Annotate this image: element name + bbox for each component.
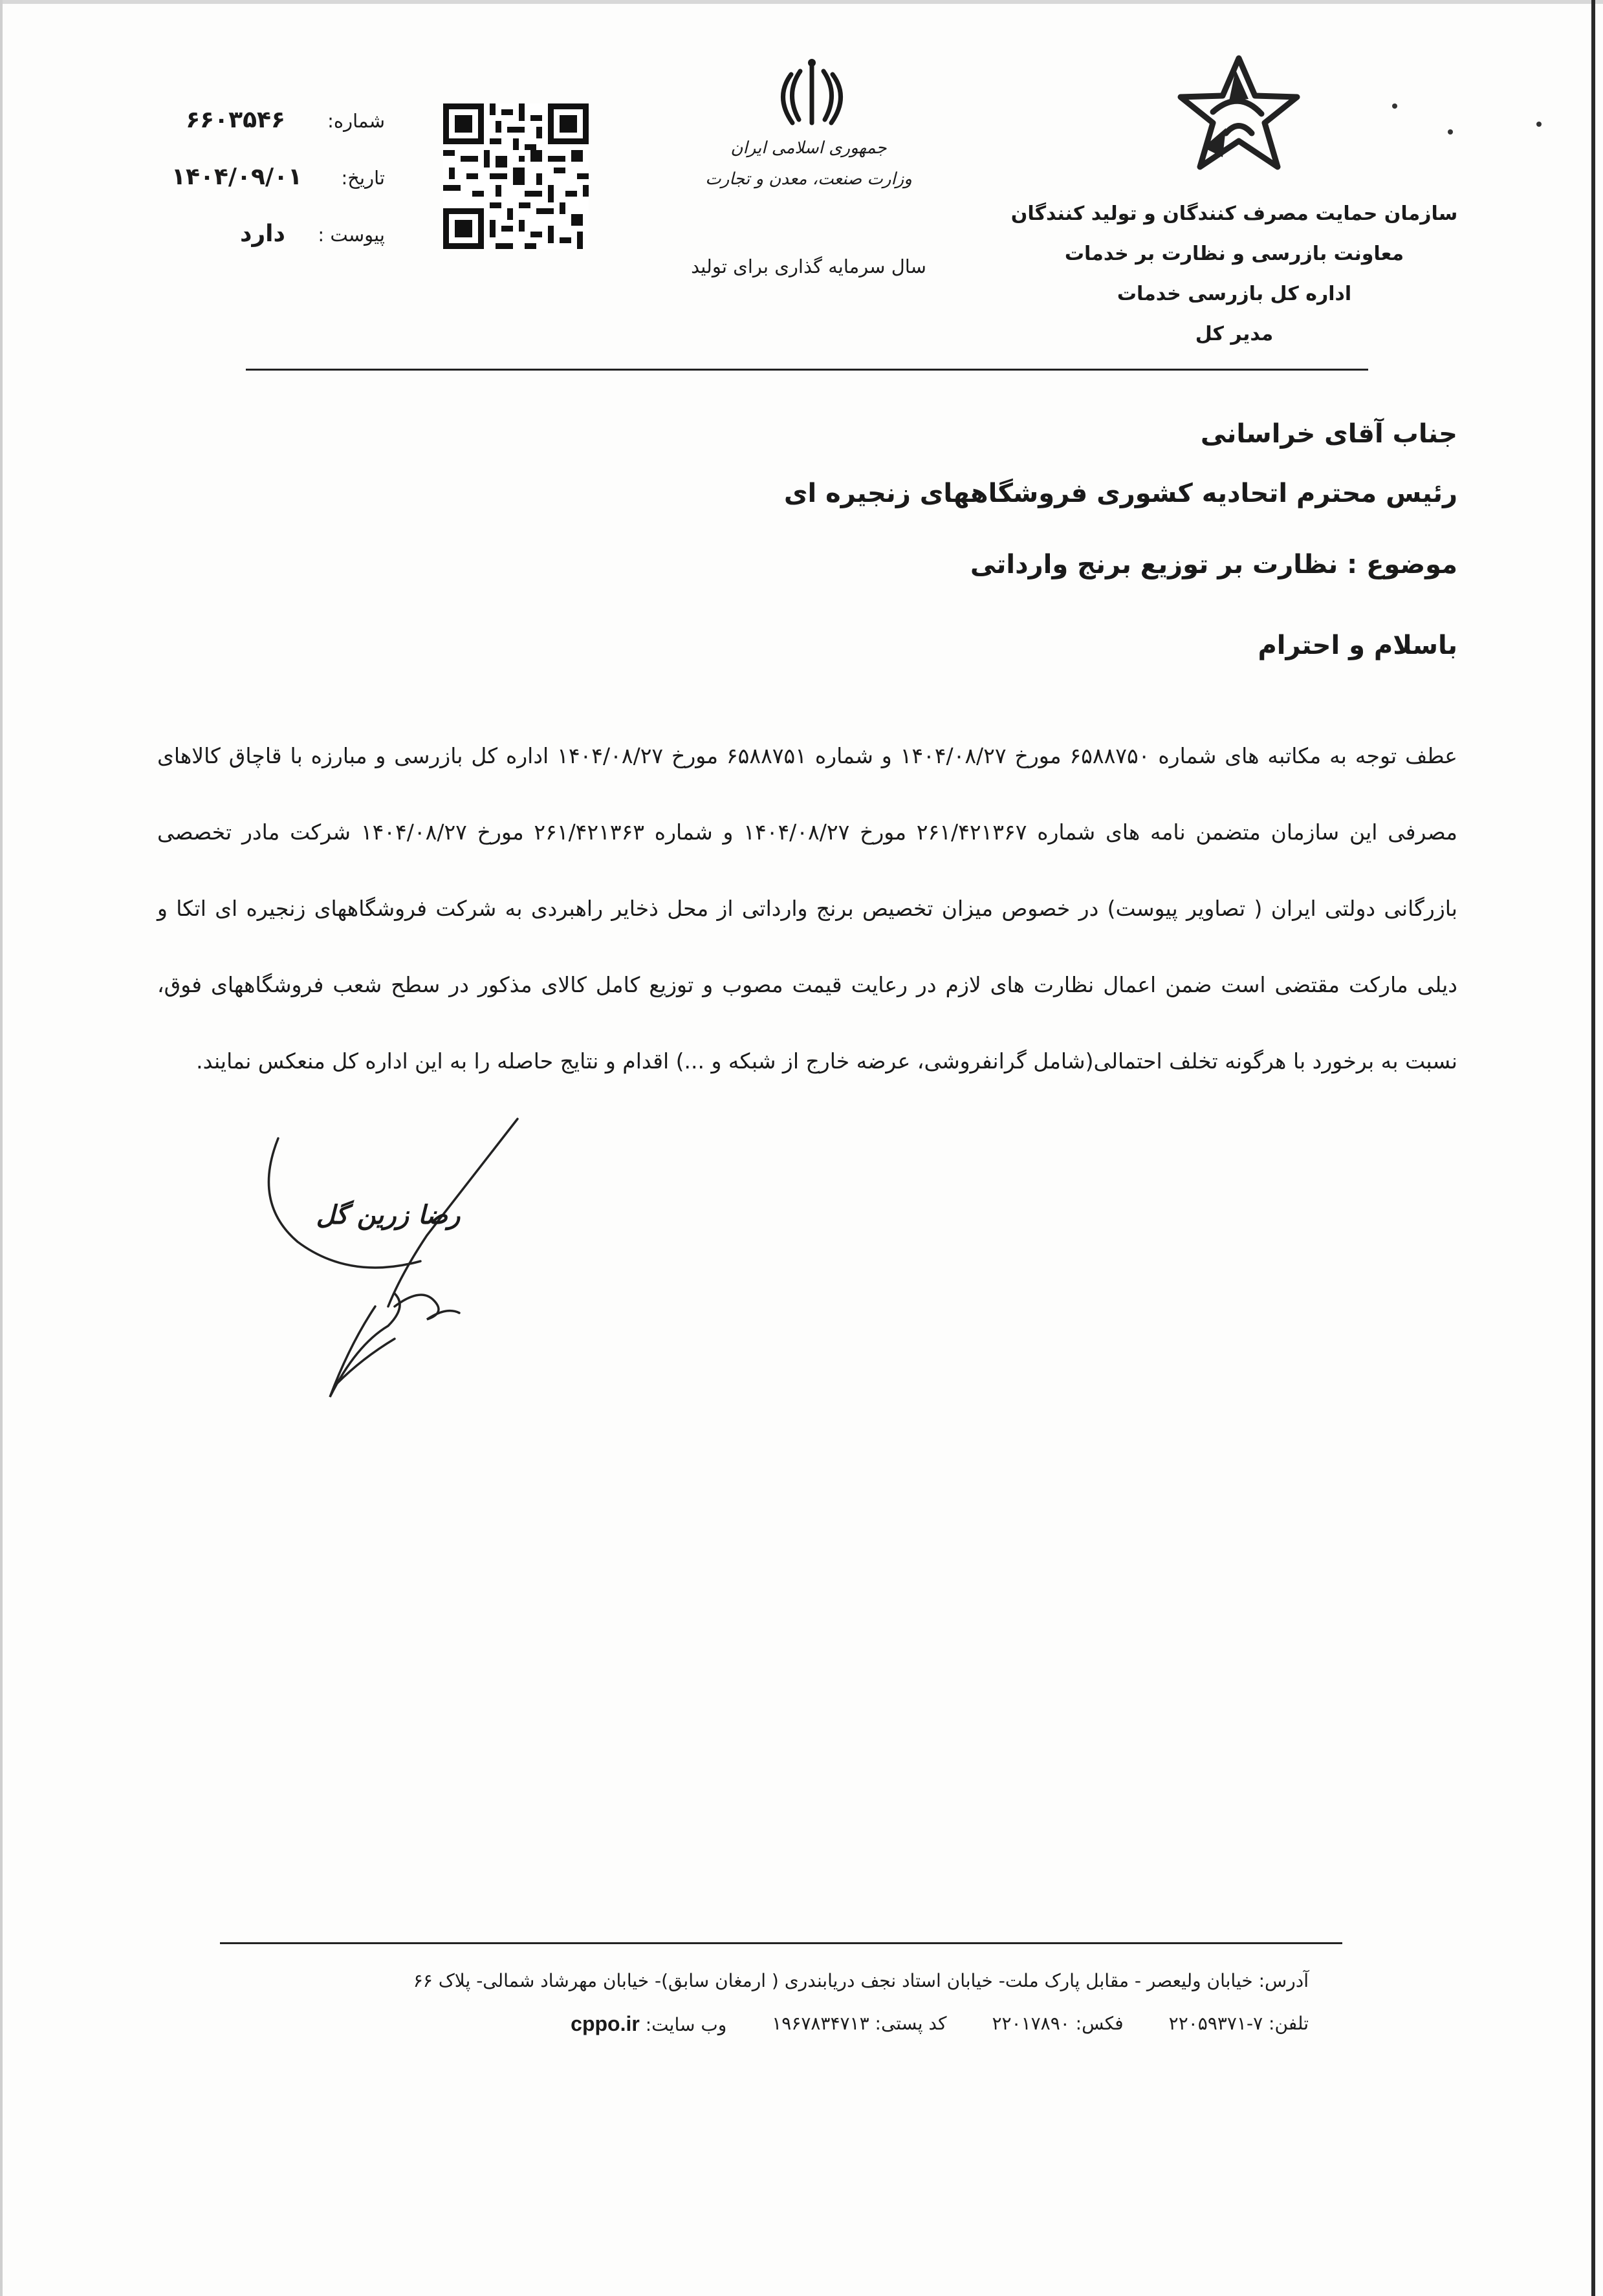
date-label: تاریخ:	[341, 167, 385, 189]
position-title: مدیر کل	[1195, 323, 1274, 345]
scan-speck	[1536, 122, 1542, 127]
letter-meta	[171, 107, 385, 277]
footer-address: آدرس: خیابان ولیعصر - مقابل پارک ملت- خیابان استاد نجف دریابندری ( ارمغان سابق)- خیابان مهرشاد شمالی- پلاک ۶۶	[413, 1970, 1309, 1991]
scan-edge-top	[0, 0, 1603, 4]
scan-edge-right	[1591, 0, 1595, 2296]
scan-speck	[1392, 103, 1397, 109]
footer-postal-code: کد پستی: ۱۹۶۷۸۳۴۷۱۳	[772, 2013, 947, 2034]
number-row	[171, 107, 385, 164]
footer-divider	[220, 1942, 1342, 1944]
scan-edge-left	[0, 0, 3, 2296]
republic-name: جمهوری اسلامی ایران	[730, 138, 887, 158]
footer-contact-row	[144, 2002, 1309, 2046]
cppo-logo-icon	[1164, 50, 1313, 180]
footer-website-label: وب سایت:	[645, 2014, 727, 2035]
addressee-block	[293, 404, 1457, 523]
footer-phone: تلفن: ۷-۲۲۰۵۹۳۷۱	[1168, 2013, 1309, 2034]
footer-fax: فکس: ۲۲۰۱۷۸۹۰	[992, 2013, 1124, 2034]
header-divider	[246, 369, 1368, 371]
date-row	[171, 164, 385, 221]
qr-code-icon	[443, 103, 589, 249]
footer-website[interactable]: cppo.ir	[571, 2012, 640, 2035]
scan-speck	[1448, 129, 1453, 135]
addressee-name: جناب آقای خراسانی	[1200, 419, 1457, 449]
organization-block	[1008, 194, 1461, 354]
attachment-label: پیوست :	[318, 224, 385, 246]
number-value: ۶۶۰۳۵۴۶	[186, 107, 285, 133]
signer-name: رضا زرین گل	[316, 1200, 461, 1230]
footer	[144, 1960, 1309, 2046]
deputy-name: معاونت بازرسی و نظارت بر خدمات	[1064, 243, 1404, 265]
iran-emblem-icon	[773, 55, 851, 133]
year-slogan: سال سرمایه گذاری برای تولید	[691, 255, 926, 277]
footer-website-group	[571, 2002, 726, 2046]
number-label: شماره:	[327, 110, 385, 132]
attachment-row	[171, 221, 385, 277]
greeting: باسلام و احترام	[1258, 631, 1457, 660]
ministry-name: وزارت صنعت، معدن و تجارت	[705, 169, 912, 189]
addressee-title: رئیس محترم اتحادیه کشوری فروشگاههای زنجیره ای	[783, 479, 1457, 508]
handwritten-signature-icon	[259, 1112, 530, 1410]
subject-line: موضوع : نظارت بر توزیع برنج وارداتی	[970, 550, 1457, 579]
date-value: ۱۴۰۴/۰۹/۰۱	[171, 164, 303, 190]
organization-name: سازمان حمایت مصرف کنندگان و تولید کنندگان	[1010, 202, 1458, 225]
department-name: اداره کل بازرسی خدمات	[1117, 283, 1352, 305]
attachment-value: دارد	[239, 221, 285, 247]
ministry-block	[679, 133, 938, 195]
letter-body: عطف توجه به مکاتبه های شماره ۶۵۸۸۷۵۰ مورخ ۱۴۰۴/۰۸/۲۷ و شماره ۶۵۸۸۷۵۱ مورخ ۱۴۰۴/۰۸/۲۷ اداره کل بازرسی و مبارزه با قاچاق کالاهای مصرفی این سازمان متضمن نامه های شماره ۲۶۱/۴۲۱۳۶۷ مورخ ۱۴۰۴/۰۸/۲۷ و شماره ۲۶۱/۴۲۱۳۶۳ مورخ ۱۴۰۴/۰۸/۲۷ شرکت مادر تخصصی بازرگانی دولتی ایران ( تصاویر پیوست) در خصوص میزان تخصیص برنج وارداتی از محل ذخایر راهبردی به شرکت فروشگاههای زنجیره ای اتکا و دیلی مارکت مقتضی است ضمن اعمال نظارت های لازم در رعایت قیمت مصوب و توزیع کامل کالای مذکور در سطح شعب فروشگاههای فوق، نسبت به برخورد با هرگونه تخلف احتمالی(شامل گرانفروشی، عرضه خارج از شبکه و ...) اقدام و نتایج حاصله را به این اداره کل منعکس نمایند.	[157, 743, 1457, 1074]
